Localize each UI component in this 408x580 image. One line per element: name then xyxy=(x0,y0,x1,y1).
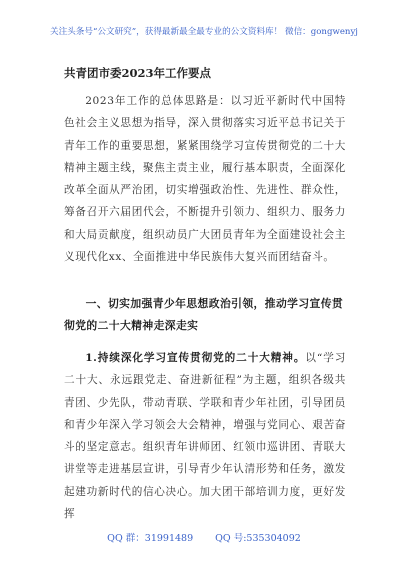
footer-qq-group: QQ 群：31991489 xyxy=(107,533,194,544)
item-paragraph xyxy=(64,347,346,525)
section-heading: 一、切实加强青少年思想政治引领，推动学习宣传贯彻党的二十大精神走深走实 xyxy=(64,297,344,333)
item-lead: 1.持续深化学习宣传贯彻党的二十大精神。 xyxy=(85,352,306,364)
item-body: 以“学习二十大、永远跟党走、奋进新征程”为主题，组织各级共青团、少先队，带动青联、学联和青少年社团，引导团员和青少年深入学习领会大会精神，增强与党同心、艰苦奋斗的坚定意志。组织青年讲师团、红领巾巡讲团、青联大讲堂等走进基层宣讲，引导青少年认清形势和任务，激发起建功新时代的信心决心。加大团干部培训力度，更好发挥 xyxy=(64,352,346,521)
header-banner: 关注头条号“公文研究”，获得最新最全最专业的公文资料库！ 微信：gongwenyj xyxy=(50,27,358,37)
document-title: 共青团市委2023年工作要点 xyxy=(64,66,212,80)
footer-contact xyxy=(0,533,408,545)
footer-qq-number: QQ 号:535304092 xyxy=(215,533,301,544)
intro-paragraph: 2023年工作的总体思路是：以习近平新时代中国特色社会主义思想为指导，深入贯彻落实习近平总书记关于青年工作的重要思想，紧紧围绕学习宣传贯彻党的二十大精神主题主线，聚焦主责主业，履行基本职责，全面深化改革全面从严治团，切实增强政治性、先进性、群众性，筹备召开六届团代会，不断提升引领力、组织力、服务力和大局贡献度，组织动员广大团员青年为全面建设社会主义现代化xx、全面推进中华民族伟大复兴而团结奋斗。 xyxy=(64,95,346,264)
